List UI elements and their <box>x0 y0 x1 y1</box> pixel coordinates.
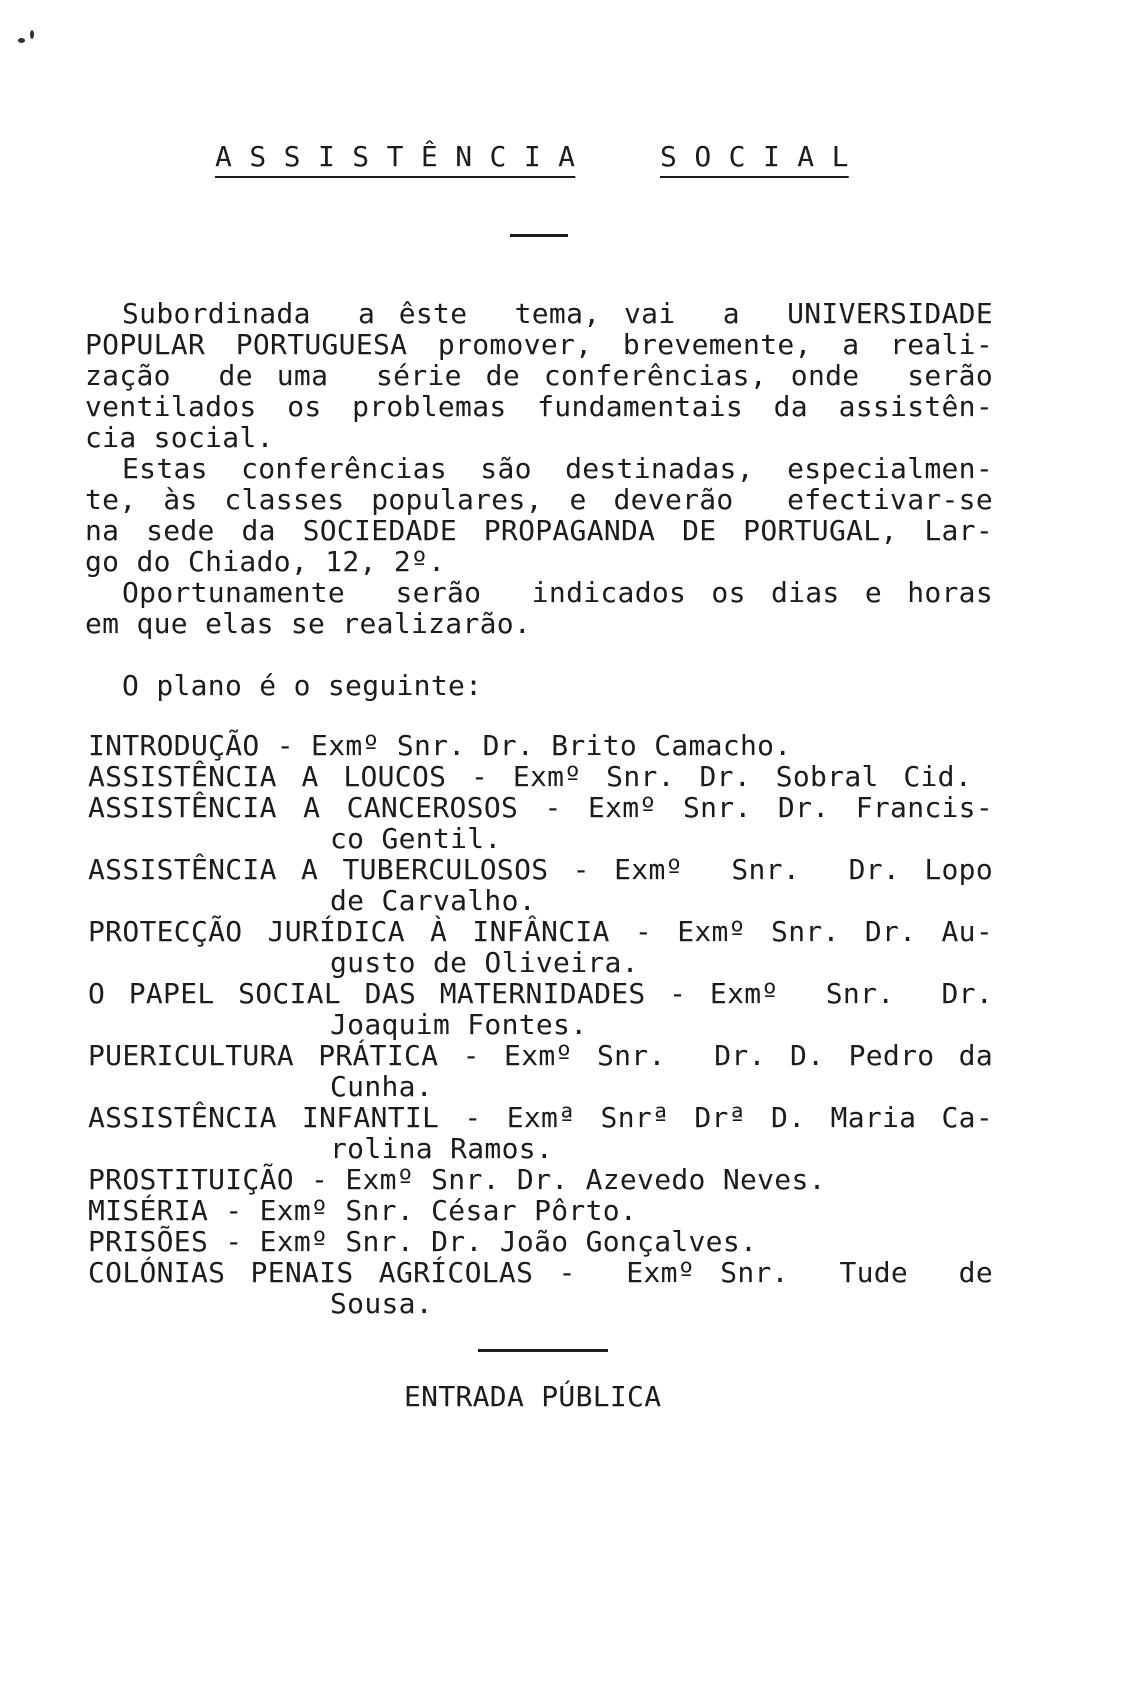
ink-speck <box>30 30 34 39</box>
footer-divider <box>478 1349 608 1352</box>
plan-item: MISÉRIA - Exmº Snr. César Pôrto. <box>88 1194 638 1227</box>
plan-item-continued: co Gentil. <box>330 822 502 855</box>
plan-item: ASSISTÊNCIA INFANTIL - Exmª Snrª Drª D. Maria Ca- <box>88 1101 993 1134</box>
plan-intro: O plano é o seguinte: <box>122 669 483 702</box>
plan-item-continued: rolina Ramos. <box>330 1132 554 1165</box>
plan-item-continued: Sousa. <box>330 1287 433 1320</box>
plan-item: INTRODUÇÃO - Exmº Snr. Dr. Brito Camacho. <box>88 729 792 762</box>
intro-line: te, às classes populares, e deverão efectivar-se <box>85 483 993 516</box>
plan-item-continued: Cunha. <box>330 1070 433 1103</box>
plan-item-continued: Joaquim Fontes. <box>330 1008 588 1041</box>
intro-line: Oportunamente serão indicados os dias e horas <box>122 576 993 609</box>
intro-line: Subordinada a êste tema, vai a UNIVERSIDADE <box>122 297 993 330</box>
plan-item: ASSISTÊNCIA A LOUCOS - Exmº Snr. Dr. Sobral Cid. <box>88 760 972 793</box>
footer-text: ENTRADA PÚBLICA <box>404 1380 662 1413</box>
title-divider <box>510 234 568 237</box>
intro-line: na sede da SOCIEDADE PROPAGANDA DE PORTUGAL, Lar- <box>85 514 993 547</box>
plan-item: PRISÕES - Exmº Snr. Dr. João Gonçalves. <box>88 1225 758 1258</box>
intro-line: ventilados os problemas fundamentais da assistên- <box>85 390 993 423</box>
plan-item: ASSISTÊNCIA A CANCEROSOS - Exmº Snr. Dr. Francis- <box>88 791 993 824</box>
intro-line: POPULAR PORTUGUESA promover, brevemente, a reali- <box>85 328 993 361</box>
intro-line: em que elas se realizarão. <box>85 607 532 640</box>
intro-line: Estas conferências são destinadas, especialmen- <box>122 452 993 485</box>
intro-line: go do Chiado, 12, 2º. <box>85 545 446 578</box>
plan-item: O PAPEL SOCIAL DAS MATERNIDADES - Exmº Snr. Dr. <box>88 977 993 1010</box>
plan-item: PROTECÇÃO JURÍDICA À INFÂNCIA - Exmº Snr. Dr. Au- <box>88 915 993 948</box>
plan-item-continued: gusto de Oliveira. <box>330 946 639 979</box>
plan-item: PROSTITUIÇÃO - Exmº Snr. Dr. Azevedo Neves. <box>88 1163 826 1196</box>
ink-speck <box>18 38 25 43</box>
title-word-social: S O C I A L <box>660 140 849 173</box>
intro-line: cia social. <box>85 421 274 454</box>
intro-line: zação de uma série de conferências, onde serão <box>85 359 993 392</box>
plan-item: COLÓNIAS PENAIS AGRÍCOLAS - Exmº Snr. Tude de <box>88 1256 993 1289</box>
plan-item-continued: de Carvalho. <box>330 884 536 917</box>
plan-item: ASSISTÊNCIA A TUBERCULOSOS - Exmº Snr. Dr. Lopo <box>88 853 993 886</box>
plan-item: PUERICULTURA PRÁTICA - Exmº Snr. Dr. D. Pedro da <box>88 1039 993 1072</box>
title-word-assistencia: A S S I S T Ê N C I A <box>215 140 576 173</box>
